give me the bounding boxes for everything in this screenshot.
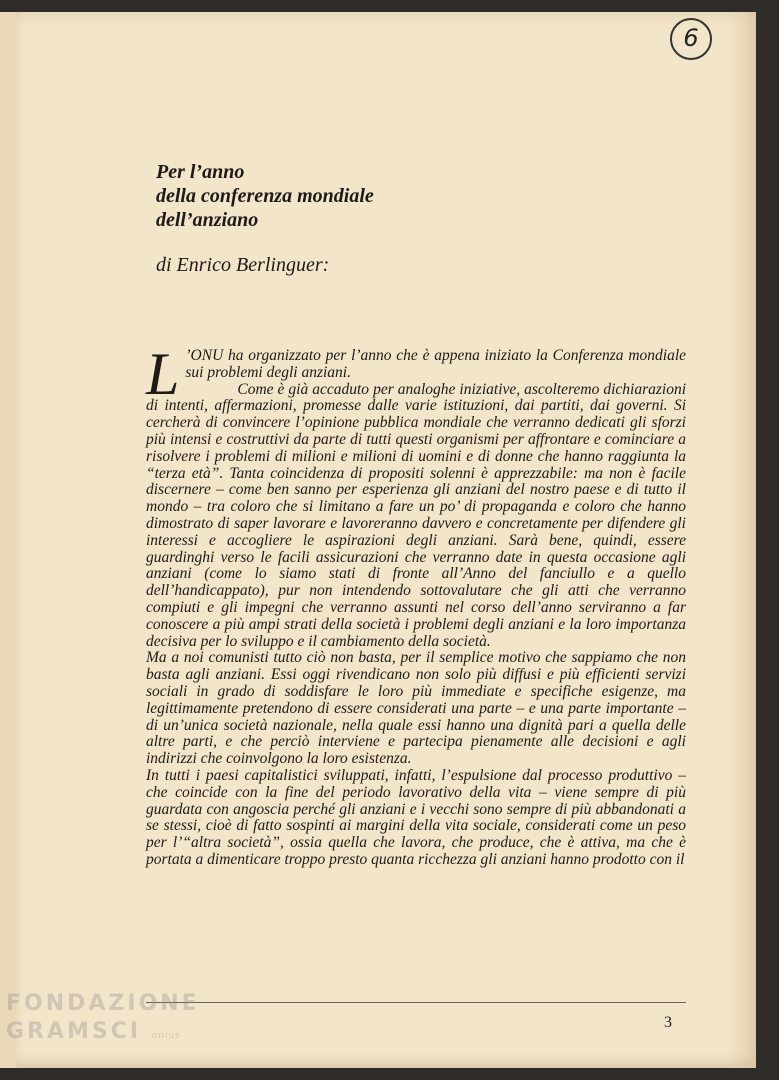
title-line: dell’anziano (156, 209, 259, 231)
watermark-line: GRAMSCI (6, 1019, 142, 1044)
paragraph-text: ’ONU ha organizzato per l’anno che è appena iniziato la Conferenza mondiale sui problemi degli anziani. (185, 347, 686, 381)
paragraph: Ma a noi comunisti tutto ciò non basta, per il semplice motivo che sappiamo che non basta agli anziani. Essi oggi rivendicano non solo più diffusi e più efficienti servizi sociali in grado di soddisfare le loro più immediate e specifiche esigenze, ma legittimamente pretendono di essere considerati una parte – e una parte importante – di un’unica società nazionale, nella quale essi hanno una dignità pari a quella delle altre parti, e che perciò interviene e partecipa pienamente alle decisioni e agli indirizzi che coinvolgono la loro esistenza. (146, 649, 686, 768)
article-title (156, 160, 374, 232)
archive-watermark (6, 990, 200, 1050)
drop-cap: L (146, 341, 180, 407)
paragraph: Come è già accaduto per analoghe iniziative, ascolteremo dichiarazioni di intenti, affermazioni, promesse dalle varie istituzioni, dai partiti, dai governi. Si cercherà di convincere l’opinione pubblica mondiale che verranno dedicati gli sforzi più intensi e costruttivi da parte di tutti questi organismi per affrontare e cominciare a risolvere i problemi di milioni e milioni di uomini e di donne che hanno raggiunta la “terza età”. Tanta coincidenza di propositi solenni è apprezzabile: ma non è facile discernere – come ben sanno per esperienza gli anziani del nostro paese e di tutto il mondo – tra coloro che si limitano a fare un po’ di propaganda e coloro che hanno dimostrato di saper lavorare e lavoreranno davvero e concretamente per difendere gli interessi e accogliere le aspirazioni degli anziani. Sarà bene, quindi, essere guardinghi verso le facili assicurazioni che verranno date in questa occasione agli anziani (come lo siamo stati di fronte all’Anno del fanciullo e a quello dell’handicappato), pur non intendendo sottovalutare che gli atti che verranno compiuti e gli impegni che verranno assunti nel corso dell’anno serviranno a far conoscere a più ampi strati della società i problemi degli anziani e la loro importanza decisiva per lo sviluppo e il cambiamento della società. (146, 380, 686, 650)
archive-number-stamp: 6 (670, 18, 712, 60)
watermark-small: onlus (151, 1031, 181, 1041)
title-line: della conferenza mondiale (156, 185, 374, 207)
article-body (146, 341, 686, 869)
paragraph (146, 341, 686, 407)
page-number: 3 (664, 1014, 672, 1031)
article-author: di Enrico Berlinguer: (156, 254, 330, 276)
paragraph: In tutti i paesi capitalistici sviluppati, infatti, l’espulsione dal processo produttivo – che coincide con la fine del periodo lavorativo della vita – viene sempre di più guardata con angoscia perché gli anziani e i vecchi sono sempre di più abbandonati a se stessi, cioè di fatto sospinti ai margini della vita sociale, considerati come un peso per l’“altra società”, ossia quella che lavora, che produce, che è attiva, ma che è portata a dimenticare troppo presto quanta ricchezza gli anziani hanno prodotto con il (146, 766, 686, 868)
footer-rule (146, 1002, 686, 1003)
watermark-line: FONDAZIONE (6, 991, 200, 1016)
title-line: Per l’anno (156, 161, 245, 183)
